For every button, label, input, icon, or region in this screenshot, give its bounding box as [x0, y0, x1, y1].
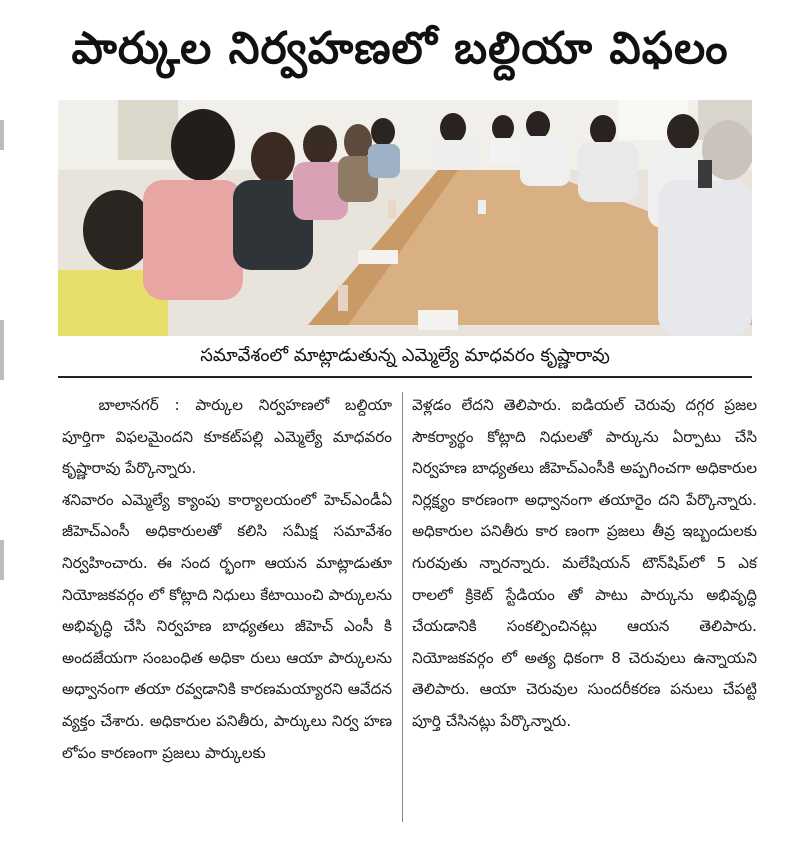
- right-paragraph-1: [412, 390, 757, 738]
- meeting-photo: [58, 100, 752, 336]
- article-left-column: [62, 390, 392, 769]
- article-headline: పార్కుల నిర్వహణలో బల్దియా విఫలం: [71, 23, 729, 74]
- left-paragraph-1: [62, 390, 392, 485]
- right-paragraph-1-text: వెళ్లడం లేదని తెలిపారు. ఐడియల్ చెరువు దగ్గర ప్రజల సౌకర్యార్థం కోట్లాది నిధులతో పార్కును ఏర్పాటు చేసి నిర్వహణ బాధ్యతలు జీహెచ్ఎంసీకి అప్పగించగా అధికారుల నిర్లక్ష్యం కారణంగా అధ్వానంగా తయారైం దని పేర్కొన్నారు. అధికారుల పనితీరు కార ణంగా ప్రజలు తీవ్ర ఇబ్బందులకు గురవుతు న్నారన్నారు. మలేషియన్ టౌన్‌షిప్‌లో 5 ఎక రాలలో క్రికెట్ స్టేడియం తో పాటు పార్కును అభివృద్ధి చేయడానికి సంకల్పించినట్లు ఆయన తెలిపారు. నియోజకవర్గం లో అత్య ధికంగా 8 చెరువులు ఉన్నాయని తెలిపారు. ఆయా చెరువుల సుందరీకరణ పనులు చేపట్టి పూర్తి చేసినట్లు పేర్కొన్నారు.: [412, 396, 757, 730]
- left-paragraph-1-text: బాలానగర్ : పార్కుల నిర్వహణలో బల్దియా పూర్తిగా విఫలమైందని కూకట్‌పల్లి ఎమ్మెల్యే మాధవరం కృష్ణారావు పేర్కొన్నారు.: [62, 396, 392, 478]
- page-edge-marks: [0, 120, 4, 620]
- article-right-column: [412, 390, 757, 738]
- photo-caption: సమావేశంలో మాట్లాడుతున్న ఎమ్మెల్యే మాధవరం కృష్ణారావు: [200, 345, 610, 366]
- caption-rule: [58, 376, 752, 378]
- meeting-photo-illustration: [58, 100, 752, 336]
- left-paragraph-2: [62, 485, 392, 769]
- left-paragraph-2-text: శనివారం ఎమ్మెల్యే క్యాంపు కార్యాలయంలో హెచ్ఎండీఏ జీహెచ్ఎంసీ అధికారులతో కలిసి సమీక్ష సమావేశం నిర్వహించారు. ఈ సంద ర్భంగా ఆయన మాట్లాడుతూ నియోజకవర్గం లో కోట్లాది నిధులు కేటాయించి పార్కులను అభివృద్ధి చేసి నిర్వహణ బాధ్యతలు జీహెచ్ ఎంసీ కి అందజేయగా సంబంధిత అధికా రులు ఆయా పార్కులను అధ్వానంగా తయా రవ్వడానికి కారణమయ్యారని ఆవేదన వ్యక్తం చేశారు. అధికారుల పనితీరు, పార్కులు నిర్వ హణ లోపం కారణంగా ప్రజలు పార్కులకు: [62, 490, 392, 762]
- column-divider: [402, 392, 403, 822]
